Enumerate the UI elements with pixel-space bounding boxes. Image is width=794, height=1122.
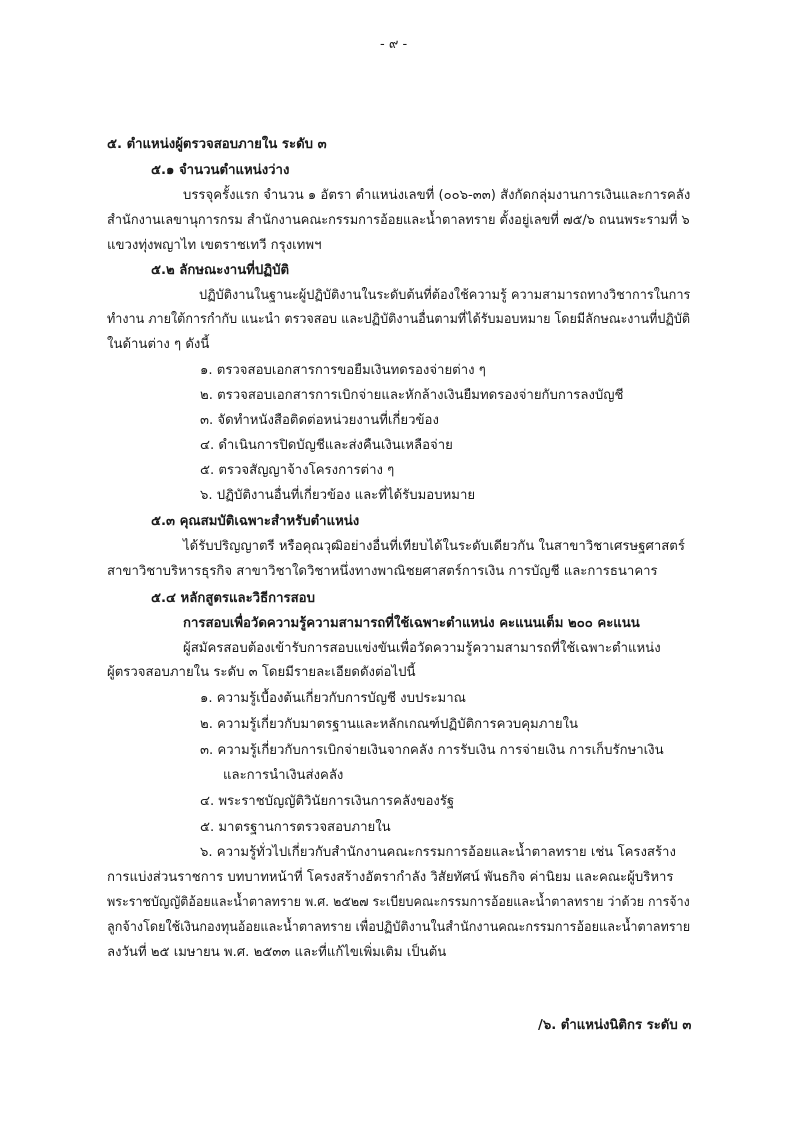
paragraph-line: ได้รับปริญญาตรี หรือคุณวุฒิอย่างอื่นที่เทียบได้ในระดับเดียวกัน ในสาขาวิชาเศรษฐศาสตร์ <box>183 539 685 554</box>
list-item: ๔. ดำเนินการปิดบัญชีและส่งคืนเงินเหลือจ่าย <box>200 438 453 453</box>
list-item: ๑. ตรวจสอบเอกสารการขอยืมเงินทดรองจ่ายต่าง ๆ <box>200 363 486 378</box>
subsection-heading-5-4: ๕.๔ หลักสูตรและวิธีการสอบ <box>151 591 315 606</box>
paragraph-line: แขวงทุ่งพญาไท เขตราชเทวี กรุงเทพฯ <box>107 238 322 253</box>
paragraph-line: การแบ่งส่วนราชการ บทบาทหน้าที่ โครงสร้างอัตรากำลัง วิสัยทัศน์ พันธกิจ ค่านิยม และคณะผู้บริหาร <box>107 870 674 885</box>
section-heading: ๕. ตำแหน่งผู้ตรวจสอบภายใน ระดับ ๓ <box>107 137 327 152</box>
list-item: ๕. ตรวจสัญญาจ้างโครงการต่าง ๆ <box>200 463 395 478</box>
list-item: ๕. มาตรฐานการตรวจสอบภายใน <box>200 820 391 835</box>
paragraph-line: บรรจุครั้งแรก จำนวน ๑ อัตรา ตำแหน่งเลขที่ (๐๐๖-๓๓) สังกัดกลุ่มงานการเงินและการคลัง <box>183 188 691 203</box>
paragraph-line: ผู้ตรวจสอบภายใน ระดับ ๓ โดยมีรายละเอียดดังต่อไปนี้ <box>107 665 416 680</box>
subsection-heading-5-2: ๕.๒ ลักษณะงานที่ปฏิบัติ <box>151 263 290 278</box>
next-section-reference: /๖. ตำแหน่งนิติกร ระดับ ๓ <box>538 1018 692 1033</box>
subsection-heading-5-1: ๕.๑ จำนวนตำแหน่งว่าง <box>151 163 290 178</box>
paragraph-line: ๖. ความรู้ทั่วไปเกี่ยวกับสำนักงานคณะกรรมการอ้อยและน้ำตาลทราย เช่น โครงสร้าง <box>200 845 676 860</box>
paragraph-line: ลงวันที่ ๒๕ เมษายน พ.ศ. ๒๕๓๓ และที่แก้ไขเพิ่มเติม เป็นต้น <box>107 945 447 960</box>
paragraph-line: ปฏิบัติงานในฐานะผู้ปฏิบัติงานในระดับต้นที่ต้องใช้ความรู้ ความสามารถทางวิชาการในการ <box>199 288 691 303</box>
list-item-continuation: และการนำเงินส่งคลัง <box>223 768 344 783</box>
list-item: ๔. พระราชบัญญัติวินัยการเงินการคลังของรัฐ <box>200 794 455 809</box>
list-item: ๒. ตรวจสอบเอกสารการเบิกจ่ายและหักล้างเงินยืมทดรองจ่ายกับการลงบัญชี <box>200 388 624 403</box>
paragraph-line: ลูกจ้างโดยใช้เงินกองทุนอ้อยและน้ำตาลทราย เพื่อปฏิบัติงานในสำนักงานคณะกรรมการอ้อยและน้ำตาลทราย <box>107 920 691 935</box>
list-item: ๓. จัดทำหนังสือติดต่อหน่วยงานที่เกี่ยวข้อง <box>200 413 439 428</box>
list-item: ๖. ปฏิบัติงานอื่นที่เกี่ยวข้อง และที่ได้รับมอบหมาย <box>200 488 476 503</box>
paragraph-line: สาขาวิชาบริหารธุรกิจ สาขาวิชาใดวิชาหนึ่งทางพาณิชยศาสตร์การเงิน การบัญชี และการธนาคาร <box>107 564 658 579</box>
paragraph-line: ทำงาน ภายใต้การกำกับ แนะนำ ตรวจสอบ และปฏิบัติงานอื่นตามที่ได้รับมอบหมาย โดยมีลักษณะงานที่ปฏิบัติ <box>107 312 691 327</box>
paragraph-line: ผู้สมัครสอบต้องเข้ารับการสอบแข่งขันเพื่อวัดความรู้ความสามารถที่ใช้เฉพาะตำแหน่ง <box>183 641 661 656</box>
list-item: ๒. ความรู้เกี่ยวกับมาตรฐานและหลักเกณฑ์ปฏิบัติการควบคุมภายใน <box>200 717 579 732</box>
list-item: ๓. ความรู้เกี่ยวกับการเบิกจ่ายเงินจากคลัง การรับเงิน การจ่ายเงิน การเก็บรักษาเงิน <box>200 743 664 758</box>
list-item: ๑. ความรู้เบื้องต้นเกี่ยวกับการบัญชี งบประมาณ <box>200 691 466 706</box>
page-number: - ๙ - <box>380 37 408 52</box>
paragraph-line: ในด้านต่าง ๆ ดังนี้ <box>107 337 210 352</box>
subsection-heading-5-3: ๕.๓ คุณสมบัติเฉพาะสำหรับตำแหน่ง <box>151 514 360 529</box>
paragraph-line: พระราชบัญญัติอ้อยและน้ำตาลทราย พ.ศ. ๒๕๒๗ ระเบียบคณะกรรมการอ้อยและน้ำตาลทราย ว่าด้วย การจ้าง <box>107 895 690 910</box>
paragraph-line: สำนักงานเลขานุการกรม สำนักงานคณะกรรมการอ้อยและน้ำตาลทราย ตั้งอยู่เลขที่ ๗๕/๖ ถนนพระรามที่ ๖ <box>107 213 690 228</box>
exam-subheading: การสอบเพื่อวัดความรู้ความสามารถที่ใช้เฉพาะตำแหน่ง คะแนนเต็ม ๒๐๐ คะแนน <box>183 616 640 631</box>
